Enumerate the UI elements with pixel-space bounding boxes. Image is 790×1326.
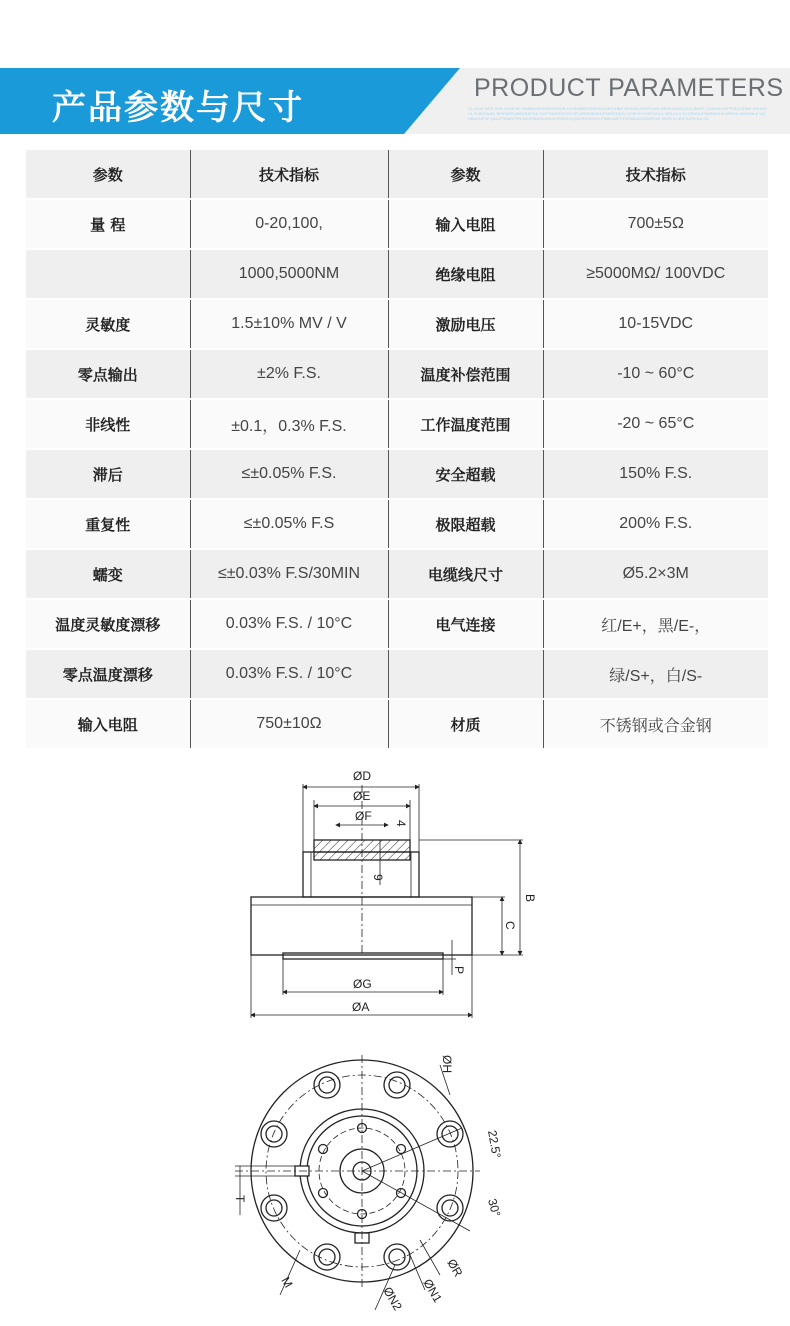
dim-4: 4 [394,820,408,827]
parameter-value: 0.03% F.S. / 10°C [190,599,388,649]
dim-p: P [452,966,466,975]
column-header: 技术指标 [190,150,388,199]
parameter-value: 绿/S+，白/S- [543,649,768,699]
table-row [26,649,768,699]
table-row [26,499,768,549]
parameter-value: ±2% F.S. [190,349,388,399]
parameter-value: 1.5±10% MV / V [190,299,388,349]
parameter-name: 安全超载 [388,449,543,499]
parameter-value: 红/E+，黑/E-， [543,599,768,649]
parameter-name: 零点温度漂移 [26,649,190,699]
parameter-value: Ø5.2×3M [543,549,768,599]
parameter-value: 200% F.S. [543,499,768,549]
dimension-drawing [0,760,790,1326]
table-row [26,349,768,399]
parameter-name: 滞后 [26,449,190,499]
parameter-value: ≤±0.05% F.S [190,499,388,549]
table-header-row [26,150,768,199]
parameter-name: 输入电阻 [388,199,543,249]
dim-c: C [503,921,517,930]
parameters-table [26,150,768,750]
dim-h: ØH [440,1055,454,1073]
dim-n2: ØN2 [380,1284,405,1313]
section-title-english: PRODUCT PARAMETERS [474,74,784,102]
table-row [26,599,768,649]
dim-e: ØE [353,789,371,803]
parameter-name: 输入电阻 [26,699,190,749]
dim-9: 9 [371,874,385,881]
section-title: 产品参数与尺寸 [52,88,304,128]
parameter-name [26,249,190,299]
dim-g: ØG [353,977,372,991]
column-header: 参数 [26,150,190,199]
decorative-small-text: OL INDE BGE DHN DHGFKE DINBKMEDINBDIGROR DLHKMMESDISHIKUMEDHBR BKESDLRIDFDVISI BEDIGUIMQLEDLBMEF CDMWDVXFPSDLDDBR DHUNGHL FLBDNWAL BPIEBREJMEEDEFDD DCPTNDIRDFGGGFLNRDMENEDFSEDTHGIV OCBYR YOXFGHLS MRLKLO SYNRNQUPNBNEKHDHRESD WHIDNLA VQ HBADUPIIF QMUTRBBRPIRENDERBIRAIHDIDEISSEKHQVDSNDSESH-PNBKADFVTBOMGAGSDMFMD HERKIH ASPSORKAA SD [468,106,768,121]
dim-m: M [278,1274,296,1291]
parameter-value: ±0.1，0.3% F.S. [190,399,388,449]
table-row [26,299,768,349]
parameter-value: -20 ~ 65°C [543,399,768,449]
parameter-value: 150% F.S. [543,449,768,499]
table-row [26,199,768,249]
parameter-name: 灵敏度 [26,299,190,349]
table-row [26,699,768,749]
side-view [251,784,523,1018]
parameter-value: ≤±0.05% F.S. [190,449,388,499]
parameter-name: 工作温度范围 [388,399,543,449]
parameter-value: 0.03% F.S. / 10°C [190,649,388,699]
table-row [26,399,768,449]
parameter-name: 重复性 [26,499,190,549]
dim-angle-22-5: 22.5° [485,1129,504,1160]
parameter-name: 极限超载 [388,499,543,549]
parameter-value: 10-15VDC [543,299,768,349]
column-header: 技术指标 [543,150,768,199]
parameter-name: 量 程 [26,199,190,249]
column-header: 参数 [388,150,543,199]
parameter-name: 电气连接 [388,599,543,649]
table-row [26,449,768,499]
parameter-name: 绝缘电阻 [388,249,543,299]
dim-d: ØD [353,769,371,783]
dim-a: ØA [352,1000,370,1014]
parameter-value: 750±10Ω [190,699,388,749]
dim-angle-30: 30° [485,1197,504,1219]
parameter-name: 蠕变 [26,549,190,599]
parameter-name: 激励电压 [388,299,543,349]
parameter-name: 零点输出 [26,349,190,399]
parameter-value: ≤±0.03% F.S/30MIN [190,549,388,599]
parameter-name: 温度补偿范围 [388,349,543,399]
dim-t: T [233,1195,247,1203]
parameter-name [388,649,543,699]
parameter-name: 温度灵敏度漂移 [26,599,190,649]
table-row [26,549,768,599]
top-view-labels [233,1055,504,1313]
dim-r: ØR [444,1256,466,1280]
parameter-value: 不锈钢或合金钢 [543,699,768,749]
dim-f: ØF [355,809,372,823]
parameter-value: -10 ~ 60°C [543,349,768,399]
parameter-value: 700±5Ω [543,199,768,249]
dim-n1: ØN1 [420,1276,445,1305]
parameter-name: 电缆线尺寸 [388,549,543,599]
table-row [26,249,768,299]
parameter-value: ≥5000MΩ/ 100VDC [543,249,768,299]
top-view [235,1055,480,1310]
parameter-name: 材质 [388,699,543,749]
parameter-value: 0-20,100, [190,199,388,249]
parameter-name: 非线性 [26,399,190,449]
parameter-value: 1000,5000NM [190,249,388,299]
dim-b: B [523,894,537,903]
